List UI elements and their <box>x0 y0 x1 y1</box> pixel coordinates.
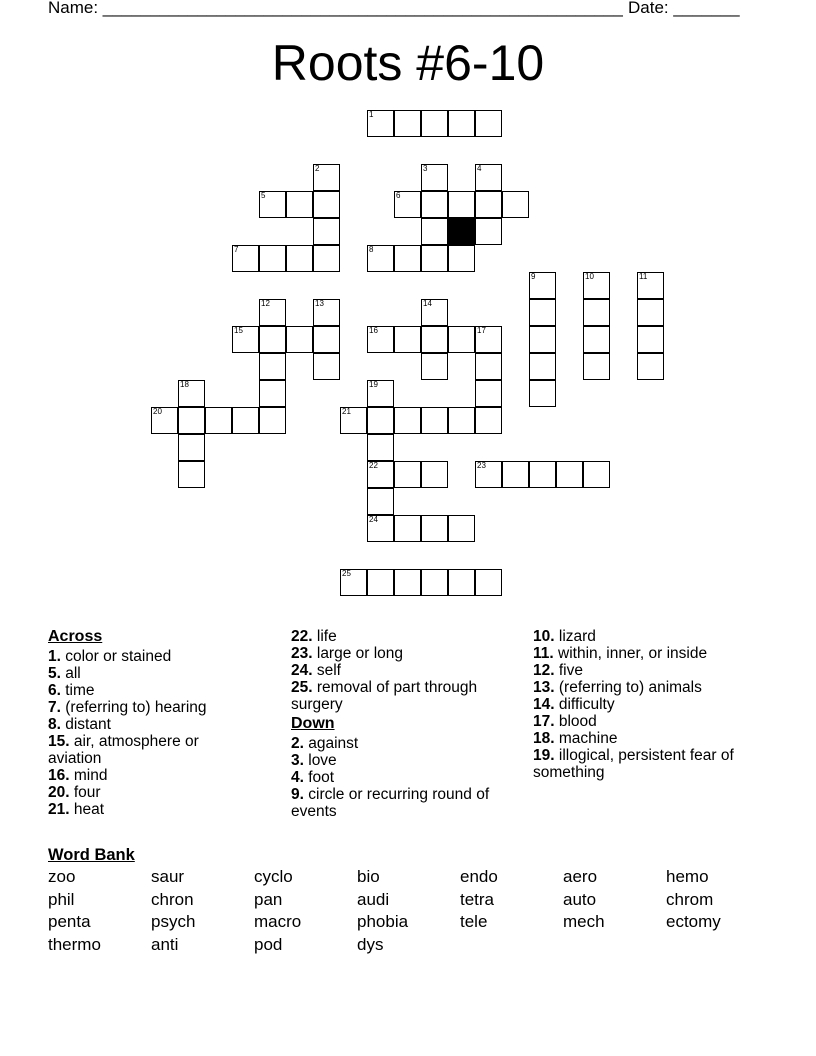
clue-number-label: 10. <box>533 628 555 645</box>
word-bank-item: psych <box>151 912 196 932</box>
clue-number: 23 <box>477 461 486 470</box>
crossword-cell[interactable] <box>475 569 502 596</box>
clue-number: 18 <box>180 380 189 389</box>
crossword-cell[interactable] <box>421 191 448 218</box>
clue <box>291 786 516 820</box>
clue-number-label: 23. <box>291 645 313 662</box>
crossword-cell[interactable] <box>394 515 421 542</box>
word-bank-item: aero <box>563 867 598 886</box>
clue-text: five <box>554 662 583 679</box>
clue <box>291 769 516 786</box>
crossword-cell[interactable] <box>637 353 664 380</box>
clue-number: 25 <box>342 569 351 578</box>
crossword-cell[interactable] <box>475 461 502 488</box>
crossword-cell[interactable] <box>529 353 556 380</box>
crossword-cell[interactable] <box>421 299 448 326</box>
crossword-cell[interactable] <box>556 461 583 488</box>
clue-text: heat <box>69 801 105 818</box>
crossword-cell[interactable] <box>448 326 475 353</box>
clue-number: 13 <box>315 299 324 308</box>
crossword-cell[interactable] <box>475 326 502 353</box>
crossword-cell[interactable] <box>475 191 502 218</box>
crossword-cell[interactable] <box>394 110 421 137</box>
clue-number: 11 <box>639 272 648 281</box>
word-bank-item: chron <box>151 889 194 909</box>
word-bank-item: cyclo <box>254 867 293 886</box>
crossword-cell[interactable] <box>286 191 313 218</box>
crossword-cell[interactable] <box>178 434 205 461</box>
word-bank-item: phil <box>48 889 75 909</box>
clue-text: love <box>303 752 337 769</box>
clue-number: 1 <box>369 110 374 119</box>
clue-text: self <box>312 662 341 679</box>
clue-number: 12 <box>261 299 270 308</box>
crossword-cell[interactable] <box>394 191 421 218</box>
crossword-cell[interactable] <box>394 326 421 353</box>
clue-number: 22 <box>369 461 378 470</box>
clue-number-label: 21. <box>48 801 70 818</box>
word-bank-item: thermo <box>48 935 101 955</box>
crossword-cell[interactable] <box>475 353 502 380</box>
word-bank-item: tele <box>460 912 488 932</box>
crossword-cell[interactable] <box>259 299 286 326</box>
clue <box>291 645 516 662</box>
clue-text: against <box>303 735 359 752</box>
clue-number: 2 <box>315 164 320 173</box>
crossword-cell[interactable] <box>421 353 448 380</box>
crossword-cell[interactable] <box>421 569 448 596</box>
clue-text: time <box>60 682 95 699</box>
clue-number: 9 <box>531 272 536 281</box>
crossword-cell[interactable] <box>421 407 448 434</box>
crossword-cell[interactable] <box>259 326 286 353</box>
crossword-cell[interactable] <box>367 461 394 488</box>
word-bank-item: endo <box>460 867 498 886</box>
word-bank-item: mech <box>563 912 605 932</box>
crossword-cell[interactable] <box>367 380 394 407</box>
crossword-cell[interactable] <box>313 299 340 326</box>
crossword-cell[interactable] <box>367 407 394 434</box>
clue-number: 15 <box>234 326 243 335</box>
clue-number: 4 <box>477 164 482 173</box>
crossword-cell[interactable] <box>394 569 421 596</box>
crossword-cell[interactable] <box>259 353 286 380</box>
clue-number-label: 19. <box>533 747 555 764</box>
clue-number-label: 14. <box>533 696 555 713</box>
crossword-cell[interactable] <box>151 407 178 434</box>
clue-text: four <box>69 784 101 801</box>
crossword-cell[interactable] <box>367 245 394 272</box>
crossword-cell[interactable] <box>259 245 286 272</box>
clue-number-label: 2. <box>291 735 304 752</box>
clue-number-label: 6. <box>48 682 61 699</box>
date-field-label: Date: _______ <box>628 0 740 17</box>
word-bank-title: Word Bank <box>48 846 135 864</box>
clue-number-label: 12. <box>533 662 555 679</box>
down-heading: Down <box>291 715 335 732</box>
clue-text: circle or recurring round of events <box>291 786 490 820</box>
clue-text: foot <box>303 769 335 786</box>
word-bank-item: bio <box>357 867 380 886</box>
clue-text: distant <box>60 716 111 733</box>
clues-column-2 <box>291 628 516 820</box>
crossword-cell[interactable] <box>502 461 529 488</box>
crossword-cell[interactable] <box>394 461 421 488</box>
word-bank-item: auto <box>563 889 597 909</box>
clue-text: mind <box>69 767 108 784</box>
clue-number-label: 20. <box>48 784 70 801</box>
clue-number: 16 <box>369 326 378 335</box>
crossword-cell[interactable] <box>475 164 502 191</box>
clue-number-label: 5. <box>48 665 61 682</box>
crossword-cell[interactable] <box>421 515 448 542</box>
clue <box>533 713 773 730</box>
crossword-cell[interactable] <box>502 191 529 218</box>
clue <box>48 716 248 733</box>
word-bank-item: phobia <box>357 912 409 932</box>
clue-text: difficulty <box>554 696 615 713</box>
clue-number-label: 9. <box>291 786 304 803</box>
clue-number: 24 <box>369 515 378 524</box>
clue-number-label: 4. <box>291 769 304 786</box>
clue-number-label: 16. <box>48 767 70 784</box>
crossword-cell[interactable] <box>232 407 259 434</box>
crossword-cell[interactable] <box>448 245 475 272</box>
word-bank-item: zoo <box>48 867 76 886</box>
clue-number: 20 <box>153 407 162 416</box>
clue-number: 10 <box>585 272 594 281</box>
clue-text: large or long <box>312 645 404 662</box>
crossword-cell[interactable] <box>232 245 259 272</box>
crossword-cell[interactable] <box>448 569 475 596</box>
clue <box>533 662 773 679</box>
crossword-cell[interactable] <box>340 407 367 434</box>
page-title: Roots #6-10 <box>271 35 545 91</box>
clue <box>291 628 516 645</box>
crossword-cell[interactable] <box>205 407 232 434</box>
clue <box>48 648 248 665</box>
clue <box>48 682 248 699</box>
clue <box>48 733 248 767</box>
clue <box>533 696 773 713</box>
crossword-cell[interactable] <box>367 434 394 461</box>
crossword-cell[interactable] <box>367 488 394 515</box>
clues-column-1 <box>48 628 248 818</box>
crossword-cell[interactable] <box>421 326 448 353</box>
clue <box>291 662 516 679</box>
crossword-cell[interactable] <box>313 191 340 218</box>
clue-number: 5 <box>261 191 266 200</box>
crossword-cell[interactable] <box>637 272 664 299</box>
clue-text: lizard <box>554 628 596 645</box>
clue-number: 17 <box>477 326 486 335</box>
clue <box>48 784 248 801</box>
crossword-cell[interactable] <box>313 245 340 272</box>
clue-number-label: 18. <box>533 730 555 747</box>
clue-number-label: 3. <box>291 752 304 769</box>
crossword-cell[interactable] <box>421 218 448 245</box>
word-bank-item: audi <box>357 889 390 909</box>
word-bank-item: macro <box>254 912 302 932</box>
crossword-cell[interactable] <box>367 569 394 596</box>
clue-number: 19 <box>369 380 378 389</box>
crossword-cell[interactable] <box>529 380 556 407</box>
crossword-cell[interactable] <box>475 218 502 245</box>
crossword-cell[interactable] <box>259 407 286 434</box>
crossword-cell[interactable] <box>448 110 475 137</box>
clue-number-label: 13. <box>533 679 555 696</box>
word-bank <box>48 867 768 958</box>
clue-text: machine <box>554 730 618 747</box>
clue <box>533 628 773 645</box>
word-bank-item: hemo <box>666 867 709 886</box>
clue-number-label: 15. <box>48 733 70 750</box>
crossword-cell[interactable] <box>421 461 448 488</box>
clue-text: (referring to) hearing <box>60 699 207 716</box>
crossword-cell[interactable] <box>421 110 448 137</box>
word-bank-item: chrom <box>666 889 714 909</box>
crossword-cell[interactable] <box>394 407 421 434</box>
crossword-cell[interactable] <box>367 326 394 353</box>
clue-text: all <box>60 665 81 682</box>
clue <box>533 747 773 781</box>
crossword-cell[interactable] <box>475 380 502 407</box>
word-bank-item: penta <box>48 912 91 932</box>
word-bank-item: pod <box>254 935 283 955</box>
clue-number: 14 <box>423 299 432 308</box>
crossword-black-cell <box>448 218 475 245</box>
clue-text: removal of part through surgery <box>291 679 478 713</box>
clue <box>533 645 773 662</box>
name-field-label: Name: _______________________________________________________ <box>48 0 623 17</box>
clue-number: 21 <box>342 407 351 416</box>
crossword-cell[interactable] <box>583 326 610 353</box>
clue <box>291 679 516 713</box>
clue-text: life <box>312 628 337 645</box>
crossword-cell[interactable] <box>421 164 448 191</box>
word-bank-item: anti <box>151 935 179 955</box>
clue <box>48 801 248 818</box>
crossword-cell[interactable] <box>259 191 286 218</box>
crossword-cell[interactable] <box>448 515 475 542</box>
clue-number: 7 <box>234 245 239 254</box>
clue-text: color or stained <box>60 648 172 665</box>
word-bank-item: tetra <box>460 889 495 909</box>
crossword-cell[interactable] <box>583 461 610 488</box>
crossword-cell[interactable] <box>313 164 340 191</box>
crossword-cell[interactable] <box>313 326 340 353</box>
crossword-cell[interactable] <box>583 353 610 380</box>
clue-text: blood <box>554 713 597 730</box>
clue-number: 8 <box>369 245 374 254</box>
crossword-cell[interactable] <box>529 272 556 299</box>
clue-number-label: 24. <box>291 662 313 679</box>
crossword-cell[interactable] <box>313 218 340 245</box>
crossword-cell[interactable] <box>394 245 421 272</box>
clues-column-3 <box>533 628 773 781</box>
clue-text: (referring to) animals <box>554 679 702 696</box>
crossword-cell[interactable] <box>178 380 205 407</box>
crossword-cell[interactable] <box>475 407 502 434</box>
crossword-cell[interactable] <box>529 326 556 353</box>
clue-number-label: 7. <box>48 699 61 716</box>
clue-text: illogical, persistent fear of something <box>533 747 734 781</box>
clue <box>533 679 773 696</box>
clue <box>291 752 516 769</box>
crossword-cell[interactable] <box>583 299 610 326</box>
clue-number-label: 11. <box>533 645 554 662</box>
crossword-cell[interactable] <box>529 299 556 326</box>
crossword-cell[interactable] <box>421 245 448 272</box>
crossword-cell[interactable] <box>448 407 475 434</box>
clue-number-label: 8. <box>48 716 61 733</box>
crossword-cell[interactable] <box>232 326 259 353</box>
clue <box>291 735 516 752</box>
clue-text: within, inner, or inside <box>553 645 708 662</box>
clue <box>48 699 248 716</box>
crossword-cell[interactable] <box>286 326 313 353</box>
crossword-cell[interactable] <box>286 245 313 272</box>
word-bank-item: pan <box>254 889 283 909</box>
clue-number-label: 17. <box>533 713 555 730</box>
crossword-cell[interactable] <box>313 353 340 380</box>
clue <box>533 730 773 747</box>
crossword-cell[interactable] <box>178 461 205 488</box>
crossword-cell[interactable] <box>178 407 205 434</box>
clue-number: 6 <box>396 191 401 200</box>
clue-number-label: 22. <box>291 628 313 645</box>
crossword-cell[interactable] <box>448 191 475 218</box>
across-heading: Across <box>48 628 103 645</box>
clue <box>48 767 248 784</box>
crossword-cell[interactable] <box>340 569 367 596</box>
clue-text: air, atmosphere or aviation <box>48 733 199 767</box>
crossword-cell[interactable] <box>583 272 610 299</box>
crossword-cell[interactable] <box>637 299 664 326</box>
clue-number: 3 <box>423 164 428 173</box>
clue-number-label: 25. <box>291 679 313 696</box>
crossword-cell[interactable] <box>259 380 286 407</box>
crossword-cell[interactable] <box>637 326 664 353</box>
word-bank-item: dys <box>357 935 384 955</box>
clue <box>48 665 248 682</box>
crossword-cell[interactable] <box>529 461 556 488</box>
word-bank-item: ectomy <box>666 912 721 932</box>
crossword-cell[interactable] <box>367 110 394 137</box>
crossword-cell[interactable] <box>367 515 394 542</box>
word-bank-item: saur <box>151 867 185 886</box>
clue-number-label: 1. <box>48 648 61 665</box>
crossword-cell[interactable] <box>475 110 502 137</box>
